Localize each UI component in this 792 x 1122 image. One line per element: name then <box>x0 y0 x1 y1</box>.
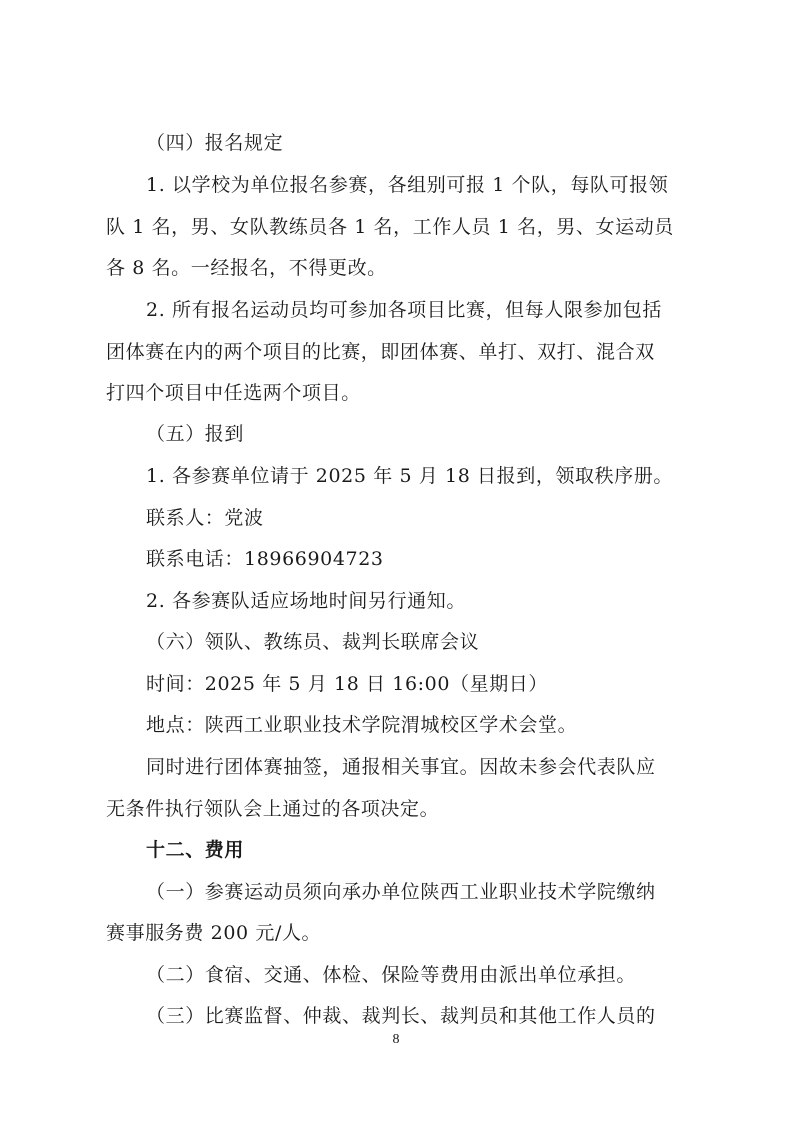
section-heading-check-in: （五）报到 <box>146 423 245 445</box>
paragraph-line: 2. 各参赛队适应场地时间另行通知。 <box>146 590 466 612</box>
paragraph-line: 打四个项目中任选两个项目。 <box>106 382 361 404</box>
meeting-location: 地点：陕西工业职业技术学院渭城校区学术会堂。 <box>146 714 578 736</box>
paragraph-line: 1. 各参赛单位请于 2025 年 5 月 18 日报到，领取秩序册。 <box>146 465 674 487</box>
paragraph-line: 赛事服务费 200 元/人。 <box>106 922 322 944</box>
paragraph-line: 无条件执行领队会上通过的各项决定。 <box>106 798 440 820</box>
paragraph-line: （一）参赛运动员须向承办单位陕西工业职业技术学院缴纳 <box>146 881 656 903</box>
paragraph-line: 团体赛在内的两个项目的比赛，即团体赛、单打、双打、混合双 <box>106 341 655 363</box>
meeting-time: 时间：2025 年 5 月 18 日 16:00（星期日） <box>146 673 549 695</box>
paragraph-line: 同时进行团体赛抽签，通报相关事宜。因故未参会代表队应 <box>146 756 656 778</box>
section-heading-registration-rules: （四）报名规定 <box>146 132 284 154</box>
section-heading-joint-meeting: （六）领队、教练员、裁判长联席会议 <box>146 631 480 653</box>
paragraph-line: （二）食宿、交通、体检、保险等费用由派出单位承担。 <box>146 964 637 986</box>
contact-person: 联系人：党波 <box>146 507 264 529</box>
page-number: 8 <box>392 1032 400 1047</box>
chapter-heading-fees: 十二、费用 <box>146 839 245 861</box>
paragraph-line: （三）比赛监督、仲裁、裁判长、裁判员和其他工作人员的 <box>146 1005 656 1027</box>
paragraph-line: 各 8 名。一经报名，不得更改。 <box>106 257 387 279</box>
paragraph-line: 1. 以学校为单位报名参赛，各组别可报 1 个队，每队可报领 <box>146 174 669 196</box>
paragraph-line: 队 1 名，男、女队教练员各 1 名，工作人员 1 名，男、女运动员 <box>106 216 674 238</box>
paragraph-line: 2. 所有报名运动员均可参加各项目比赛，但每人限参加包括 <box>146 299 662 321</box>
contact-phone: 联系电话：18966904723 <box>146 548 384 570</box>
